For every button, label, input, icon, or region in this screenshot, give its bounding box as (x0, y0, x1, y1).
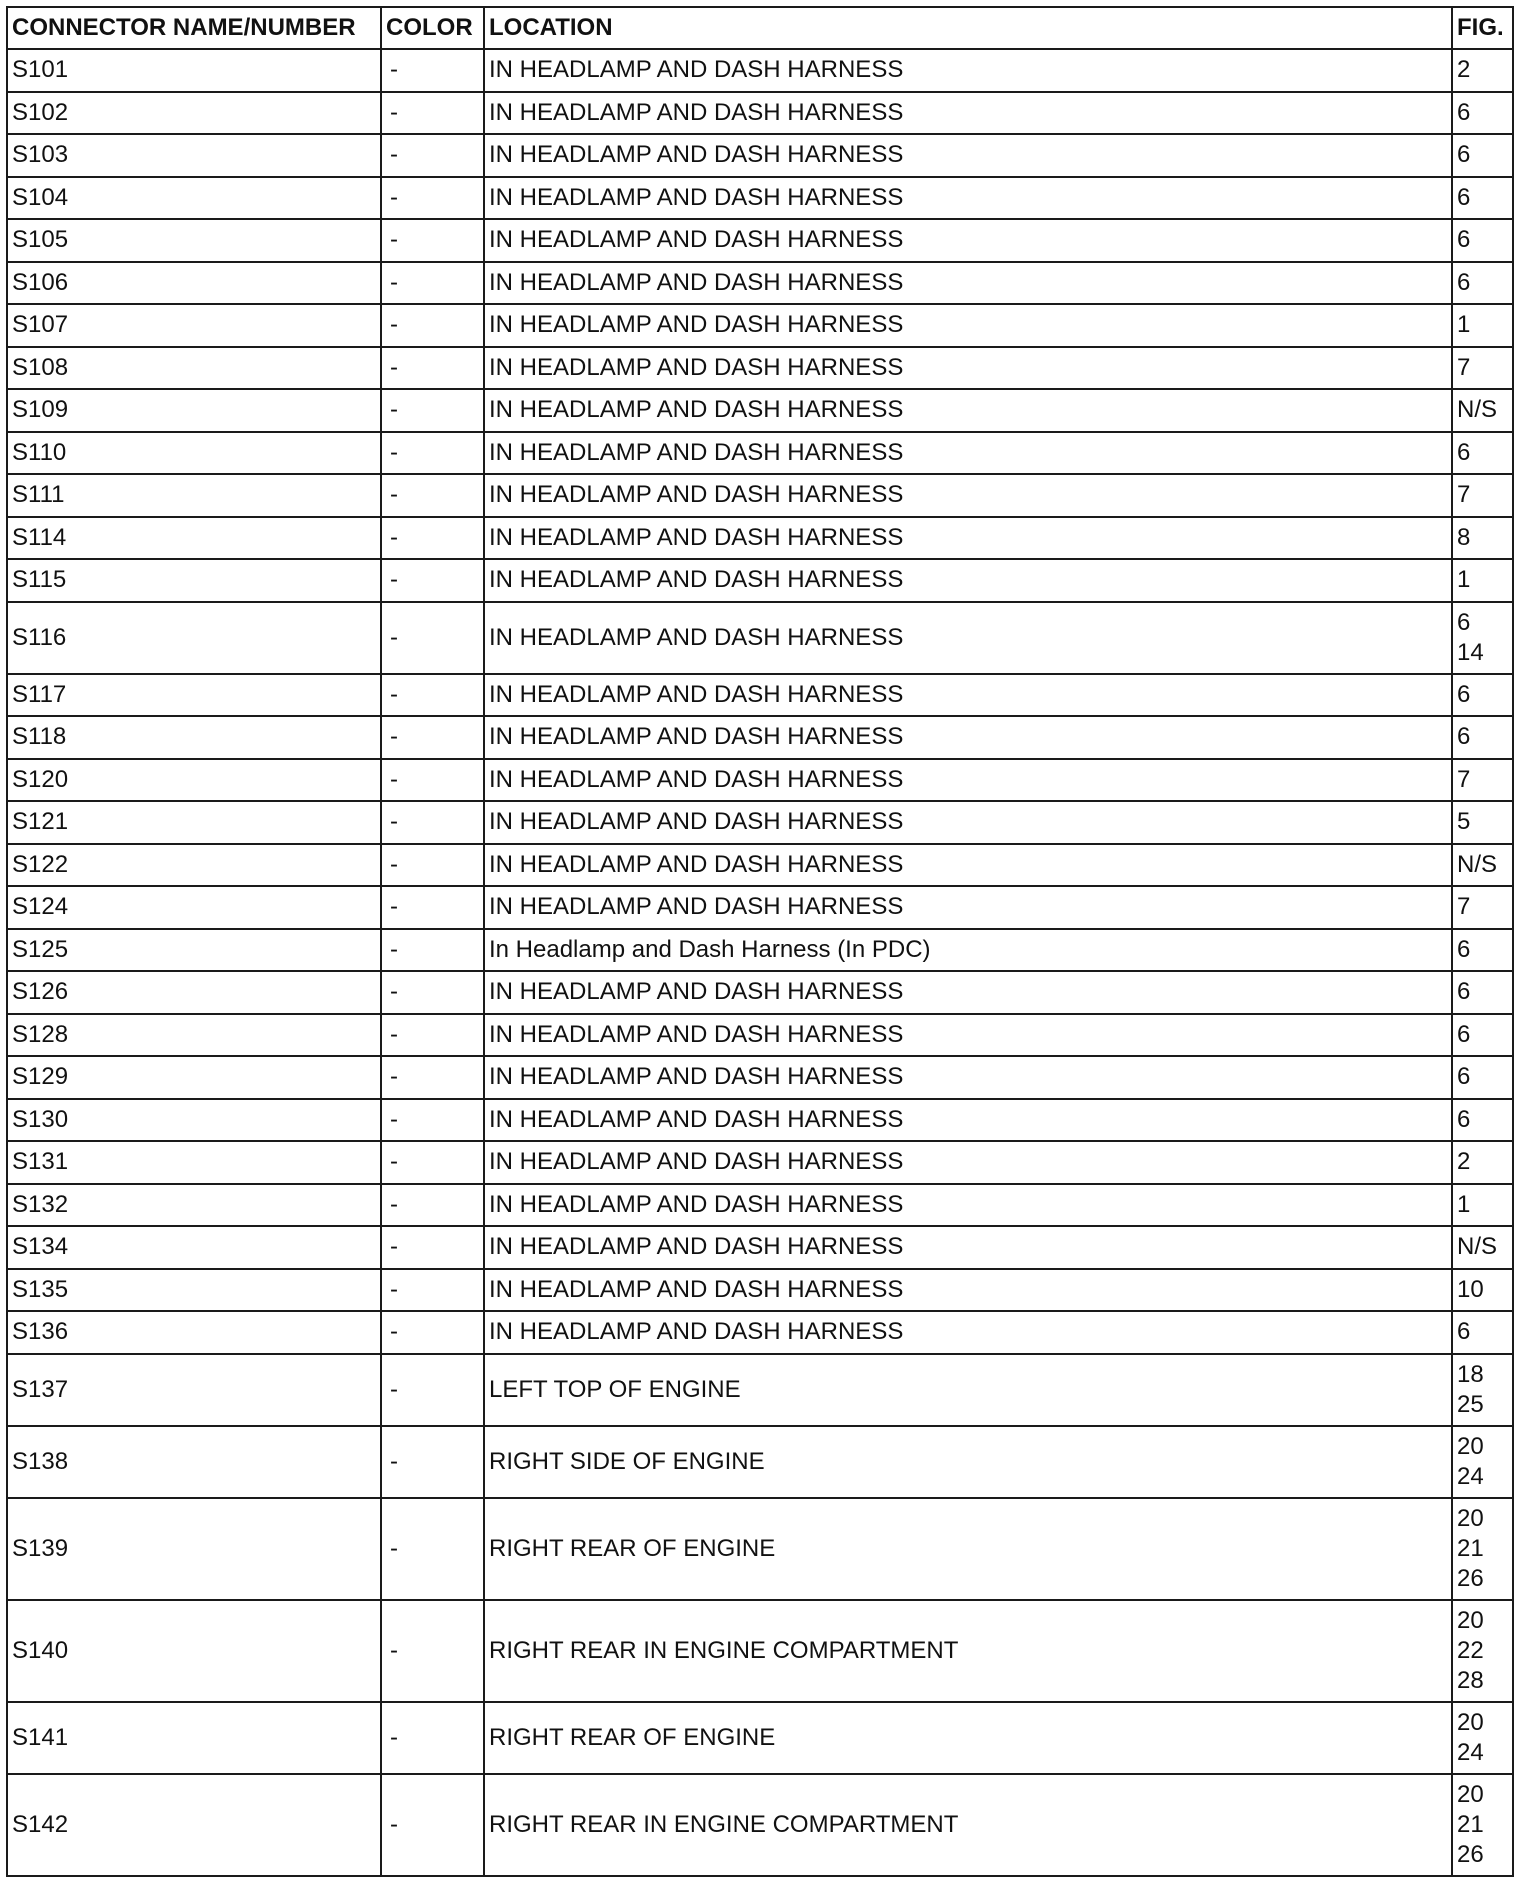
connector-name-cell: S117 (7, 674, 381, 717)
fig-number: 24 (1457, 1738, 1484, 1766)
connector-name-cell: S141 (7, 1702, 381, 1774)
location-cell: IN HEADLAMP AND DASH HARNESS (484, 219, 1452, 262)
connector-name-cell: S135 (7, 1269, 381, 1312)
table-row (7, 347, 1513, 390)
fig-cell (1452, 1702, 1513, 1774)
connector-name-cell: S142 (7, 1774, 381, 1876)
location-cell: IN HEADLAMP AND DASH HARNESS (484, 886, 1452, 929)
color-cell: - (381, 262, 484, 305)
location-cell: IN HEADLAMP AND DASH HARNESS (484, 1226, 1452, 1269)
location-cell: IN HEADLAMP AND DASH HARNESS (484, 1056, 1452, 1099)
fig-cell (1452, 971, 1513, 1014)
fig-number: 20 (1457, 1708, 1484, 1736)
location-cell: IN HEADLAMP AND DASH HARNESS (484, 1141, 1452, 1184)
location-cell: IN HEADLAMP AND DASH HARNESS (484, 92, 1452, 135)
connector-name-cell: S104 (7, 177, 381, 220)
color-cell: - (381, 49, 484, 92)
fig-cell (1452, 1354, 1513, 1426)
table-row (7, 1354, 1513, 1426)
fig-number: 6 (1457, 935, 1471, 963)
location-cell: IN HEADLAMP AND DASH HARNESS (484, 262, 1452, 305)
fig-number: 6 (1457, 268, 1471, 296)
fig-cell (1452, 304, 1513, 347)
color-cell: - (381, 1498, 484, 1600)
connector-name-cell: S111 (7, 474, 381, 517)
fig-cell (1452, 1600, 1513, 1702)
table-row (7, 1600, 1513, 1702)
connector-name-cell: S139 (7, 1498, 381, 1600)
fig-cell (1452, 177, 1513, 220)
table-body (7, 49, 1513, 1876)
color-cell: - (381, 559, 484, 602)
color-cell: - (381, 1311, 484, 1354)
location-cell: RIGHT REAR IN ENGINE COMPARTMENT (484, 1774, 1452, 1876)
fig-number: 25 (1457, 1390, 1484, 1418)
fig-cell (1452, 49, 1513, 92)
table-row (7, 1426, 1513, 1498)
fig-number: 1 (1457, 311, 1471, 339)
fig-cell (1452, 262, 1513, 305)
fig-number: 22 (1457, 1636, 1484, 1664)
fig-cell (1452, 929, 1513, 972)
fig-number: 8 (1457, 523, 1471, 551)
location-cell: RIGHT REAR OF ENGINE (484, 1702, 1452, 1774)
table-row (7, 389, 1513, 432)
header-row (7, 7, 1513, 49)
fig-cell (1452, 1498, 1513, 1600)
fig-cell (1452, 1774, 1513, 1876)
color-cell: - (381, 1056, 484, 1099)
color-cell: - (381, 474, 484, 517)
connector-name-cell: S106 (7, 262, 381, 305)
connector-name-cell: S116 (7, 602, 381, 674)
table-row (7, 49, 1513, 92)
fig-cell (1452, 1311, 1513, 1354)
color-cell: - (381, 886, 484, 929)
location-cell: IN HEADLAMP AND DASH HARNESS (484, 177, 1452, 220)
connector-name-cell: S110 (7, 432, 381, 475)
connector-name-cell: S109 (7, 389, 381, 432)
location-cell: IN HEADLAMP AND DASH HARNESS (484, 347, 1452, 390)
connector-name-cell: S124 (7, 886, 381, 929)
fig-number: 6 (1457, 1318, 1471, 1346)
connector-name-cell: S107 (7, 304, 381, 347)
fig-number: 26 (1457, 1564, 1484, 1592)
connector-name-cell: S131 (7, 1141, 381, 1184)
color-cell: - (381, 602, 484, 674)
fig-number: 6 (1457, 141, 1471, 169)
location-cell: IN HEADLAMP AND DASH HARNESS (484, 1014, 1452, 1057)
location-cell: IN HEADLAMP AND DASH HARNESS (484, 602, 1452, 674)
header-color: COLOR (381, 7, 484, 49)
color-cell: - (381, 432, 484, 475)
location-cell: RIGHT REAR IN ENGINE COMPARTMENT (484, 1600, 1452, 1702)
location-cell: IN HEADLAMP AND DASH HARNESS (484, 389, 1452, 432)
fig-number: N/S (1457, 396, 1498, 424)
fig-cell (1452, 1426, 1513, 1498)
color-cell: - (381, 971, 484, 1014)
color-cell: - (381, 177, 484, 220)
table-row (7, 602, 1513, 674)
color-cell: - (381, 1426, 484, 1498)
table-row (7, 432, 1513, 475)
fig-number: 7 (1457, 765, 1471, 793)
fig-number: 10 (1457, 1275, 1484, 1303)
color-cell: - (381, 347, 484, 390)
location-cell: IN HEADLAMP AND DASH HARNESS (484, 674, 1452, 717)
fig-number: 7 (1457, 481, 1471, 509)
connector-name-cell: S120 (7, 759, 381, 802)
color-cell: - (381, 134, 484, 177)
fig-cell (1452, 389, 1513, 432)
table-row (7, 929, 1513, 972)
color-cell: - (381, 929, 484, 972)
location-cell: IN HEADLAMP AND DASH HARNESS (484, 1099, 1452, 1142)
header-fig: FIG. (1452, 7, 1513, 49)
color-cell: - (381, 1269, 484, 1312)
color-cell: - (381, 1354, 484, 1426)
fig-number: 14 (1457, 638, 1484, 666)
table-row (7, 304, 1513, 347)
color-cell: - (381, 844, 484, 887)
fig-cell (1452, 92, 1513, 135)
fig-cell (1452, 517, 1513, 560)
fig-cell (1452, 801, 1513, 844)
table-row (7, 177, 1513, 220)
fig-number: 6 (1457, 183, 1471, 211)
fig-number: 20 (1457, 1780, 1484, 1808)
table-row (7, 801, 1513, 844)
color-cell: - (381, 517, 484, 560)
color-cell: - (381, 674, 484, 717)
color-cell: - (381, 1226, 484, 1269)
fig-cell (1452, 559, 1513, 602)
fig-cell (1452, 844, 1513, 887)
fig-number: 6 (1457, 98, 1471, 126)
fig-number: 7 (1457, 893, 1471, 921)
table-row (7, 971, 1513, 1014)
fig-number: 6 (1457, 1105, 1471, 1133)
color-cell: - (381, 716, 484, 759)
location-cell: IN HEADLAMP AND DASH HARNESS (484, 716, 1452, 759)
table-row (7, 759, 1513, 802)
location-cell: IN HEADLAMP AND DASH HARNESS (484, 474, 1452, 517)
color-cell: - (381, 1014, 484, 1057)
table-row (7, 1269, 1513, 1312)
fig-cell (1452, 602, 1513, 674)
fig-cell (1452, 716, 1513, 759)
color-cell: - (381, 1702, 484, 1774)
location-cell: IN HEADLAMP AND DASH HARNESS (484, 134, 1452, 177)
connector-name-cell: S115 (7, 559, 381, 602)
fig-number: 6 (1457, 226, 1471, 254)
fig-number: 6 (1457, 1020, 1471, 1048)
table-row (7, 1099, 1513, 1142)
fig-number: 26 (1457, 1840, 1484, 1868)
fig-number: 6 (1457, 1063, 1471, 1091)
location-cell: IN HEADLAMP AND DASH HARNESS (484, 49, 1452, 92)
location-cell: RIGHT REAR OF ENGINE (484, 1498, 1452, 1600)
fig-number: N/S (1457, 1233, 1498, 1261)
location-cell: IN HEADLAMP AND DASH HARNESS (484, 971, 1452, 1014)
fig-number: 21 (1457, 1534, 1484, 1562)
connector-name-cell: S138 (7, 1426, 381, 1498)
connector-name-cell: S137 (7, 1354, 381, 1426)
table-row (7, 1184, 1513, 1227)
location-cell: In Headlamp and Dash Harness (In PDC) (484, 929, 1452, 972)
fig-number: 21 (1457, 1810, 1484, 1838)
fig-cell (1452, 1056, 1513, 1099)
location-cell: IN HEADLAMP AND DASH HARNESS (484, 304, 1452, 347)
fig-cell (1452, 347, 1513, 390)
location-cell: IN HEADLAMP AND DASH HARNESS (484, 1269, 1452, 1312)
table-row (7, 1498, 1513, 1600)
connector-name-cell: S102 (7, 92, 381, 135)
connector-name-cell: S103 (7, 134, 381, 177)
fig-cell (1452, 674, 1513, 717)
table-row (7, 1311, 1513, 1354)
connector-name-cell: S136 (7, 1311, 381, 1354)
table-row (7, 674, 1513, 717)
location-cell: RIGHT SIDE OF ENGINE (484, 1426, 1452, 1498)
location-cell: LEFT TOP OF ENGINE (484, 1354, 1452, 1426)
table-row (7, 517, 1513, 560)
color-cell: - (381, 1774, 484, 1876)
fig-cell (1452, 432, 1513, 475)
location-cell: IN HEADLAMP AND DASH HARNESS (484, 844, 1452, 887)
fig-number: 28 (1457, 1666, 1484, 1694)
connector-name-cell: S125 (7, 929, 381, 972)
location-cell: IN HEADLAMP AND DASH HARNESS (484, 517, 1452, 560)
connector-name-cell: S114 (7, 517, 381, 560)
table-row (7, 1141, 1513, 1184)
connector-name-cell: S101 (7, 49, 381, 92)
connector-name-cell: S130 (7, 1099, 381, 1142)
location-cell: IN HEADLAMP AND DASH HARNESS (484, 432, 1452, 475)
color-cell: - (381, 1600, 484, 1702)
fig-number: 20 (1457, 1504, 1484, 1532)
connector-name-cell: S128 (7, 1014, 381, 1057)
color-cell: - (381, 1099, 484, 1142)
table-row (7, 1056, 1513, 1099)
connector-name-cell: S108 (7, 347, 381, 390)
fig-number: 1 (1457, 566, 1471, 594)
connector-name-cell: S140 (7, 1600, 381, 1702)
color-cell: - (381, 1141, 484, 1184)
table-row (7, 886, 1513, 929)
fig-number: 6 (1457, 608, 1471, 636)
color-cell: - (381, 389, 484, 432)
fig-number: 7 (1457, 353, 1471, 381)
connector-name-cell: S121 (7, 801, 381, 844)
color-cell: - (381, 1184, 484, 1227)
fig-cell (1452, 886, 1513, 929)
color-cell: - (381, 219, 484, 262)
fig-number: 18 (1457, 1360, 1484, 1388)
connector-name-cell: S132 (7, 1184, 381, 1227)
fig-number: 6 (1457, 978, 1471, 1006)
fig-cell (1452, 1226, 1513, 1269)
fig-cell (1452, 134, 1513, 177)
table-row (7, 262, 1513, 305)
fig-cell (1452, 1099, 1513, 1142)
table-row (7, 1014, 1513, 1057)
fig-cell (1452, 1141, 1513, 1184)
location-cell: IN HEADLAMP AND DASH HARNESS (484, 801, 1452, 844)
connector-name-cell: S134 (7, 1226, 381, 1269)
location-cell: IN HEADLAMP AND DASH HARNESS (484, 1184, 1452, 1227)
color-cell: - (381, 304, 484, 347)
fig-number: 6 (1457, 723, 1471, 751)
fig-number: 6 (1457, 438, 1471, 466)
table-row (7, 1774, 1513, 1876)
fig-number: 24 (1457, 1462, 1484, 1490)
connector-name-cell: S105 (7, 219, 381, 262)
table-row (7, 219, 1513, 262)
table-row (7, 559, 1513, 602)
table-row (7, 716, 1513, 759)
fig-number: 1 (1457, 1190, 1471, 1218)
connector-name-cell: S126 (7, 971, 381, 1014)
connector-name-cell: S122 (7, 844, 381, 887)
fig-number: 2 (1457, 1148, 1471, 1176)
table-row (7, 1702, 1513, 1774)
location-cell: IN HEADLAMP AND DASH HARNESS (484, 759, 1452, 802)
fig-number: N/S (1457, 850, 1498, 878)
color-cell: - (381, 801, 484, 844)
table-row (7, 92, 1513, 135)
connector-table (6, 6, 1514, 1877)
color-cell: - (381, 92, 484, 135)
connector-name-cell: S118 (7, 716, 381, 759)
fig-number: 2 (1457, 56, 1471, 84)
fig-cell (1452, 219, 1513, 262)
location-cell: IN HEADLAMP AND DASH HARNESS (484, 1311, 1452, 1354)
fig-cell (1452, 759, 1513, 802)
fig-number: 5 (1457, 808, 1471, 836)
fig-cell (1452, 474, 1513, 517)
fig-number: 20 (1457, 1432, 1484, 1460)
fig-cell (1452, 1184, 1513, 1227)
fig-cell (1452, 1269, 1513, 1312)
fig-number: 20 (1457, 1606, 1484, 1634)
table-row (7, 844, 1513, 887)
fig-cell (1452, 1014, 1513, 1057)
color-cell: - (381, 759, 484, 802)
header-connector-name: CONNECTOR NAME/NUMBER (7, 7, 381, 49)
location-cell: IN HEADLAMP AND DASH HARNESS (484, 559, 1452, 602)
fig-number: 6 (1457, 680, 1471, 708)
table-row (7, 1226, 1513, 1269)
header-location: LOCATION (484, 7, 1452, 49)
connector-name-cell: S129 (7, 1056, 381, 1099)
table-row (7, 134, 1513, 177)
table-row (7, 474, 1513, 517)
